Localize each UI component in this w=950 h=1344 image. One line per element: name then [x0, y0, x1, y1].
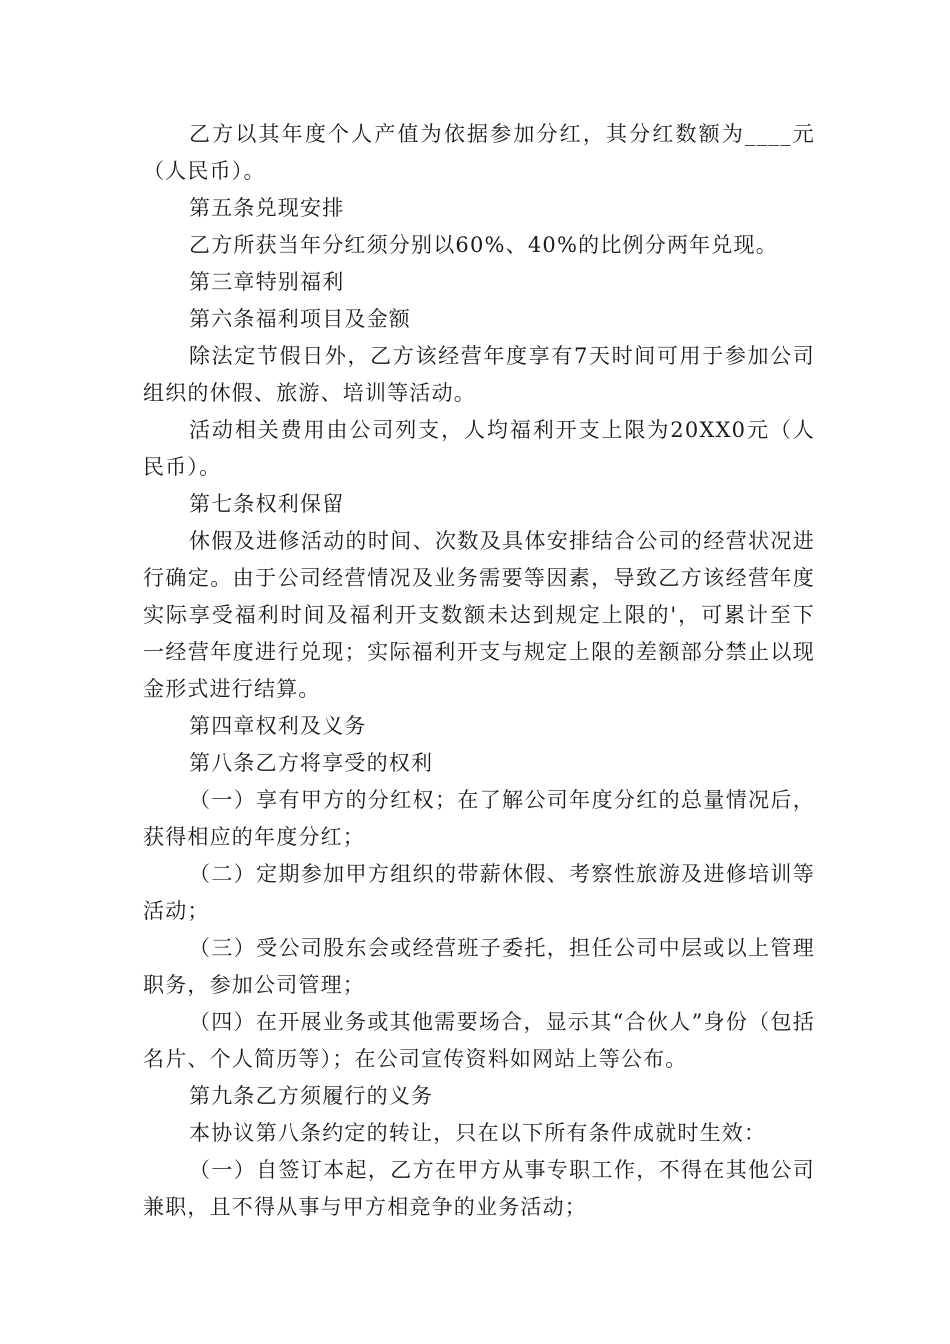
list-item-right-3: （三）受公司股东会或经营班子委托，担任公司中层或以上管理职务，参加公司管理； [143, 936, 815, 997]
paragraph-conditions-intro: 本协议第八条约定的转让，只在以下所有条件成就时生效： [189, 1121, 767, 1145]
heading-article-8: 第八条乙方将享受的权利 [189, 751, 434, 775]
paragraph-holiday-days: 除法定节假日外，乙方该经营年度享有7天时间可用于参加公司组织的休假、旅游、培训等活动。 [143, 344, 815, 405]
heading-article-6: 第六条福利项目及金额 [189, 307, 411, 331]
list-item-right-1: （一）享有甲方的分红权；在了解公司年度分红的总量情况后，获得相应的年度分红； [143, 788, 815, 849]
list-item-right-2: （二）定期参加甲方组织的带薪休假、考察性旅游及进修培训等活动； [143, 862, 815, 923]
heading-article-9: 第九条乙方须履行的义务 [189, 1084, 434, 1108]
heading-chapter-4: 第四章权利及义务 [189, 714, 367, 738]
paragraph-rights-reserved: 休假及进修活动的时间、次数及具体安排结合公司的经营状况进行确定。由于公司经营情况及业务需要等因素，导致乙方该经营年度实际享受福利时间及福利开支数额未达到规定上限的'，可累计至下一经营年度进行兑现；实际福利开支与规定上限的差额部分禁止以现金形式进行结算。 [143, 529, 815, 701]
heading-chapter-3: 第三章特别福利 [189, 270, 345, 294]
heading-article-5: 第五条兑现安排 [189, 196, 345, 220]
list-item-obligation-1: （一）自签订本起，乙方在甲方从事专职工作，不得在其他公司兼职，且不得从事与甲方相竞争的业务活动； [143, 1158, 815, 1219]
paragraph-dividend-amount: 乙方以其年度个人产值为依据参加分红，其分红数额为____元（人民币）。 [143, 122, 815, 183]
paragraph-expense-limit: 活动相关费用由公司列支，人均福利开支上限为20XX0元（人民币）。 [143, 418, 815, 479]
document-body [143, 116, 815, 1226]
heading-article-7: 第七条权利保留 [189, 492, 345, 516]
paragraph-redemption-ratio: 乙方所获当年分红须分别以60%、40%的比例分两年兑现。 [189, 233, 778, 257]
list-item-right-4: （四）在开展业务或其他需要场合，显示其“合伙人”身份（包括名片、个人简历等）；在公司宣传资料如网站上等公布。 [143, 1010, 815, 1071]
